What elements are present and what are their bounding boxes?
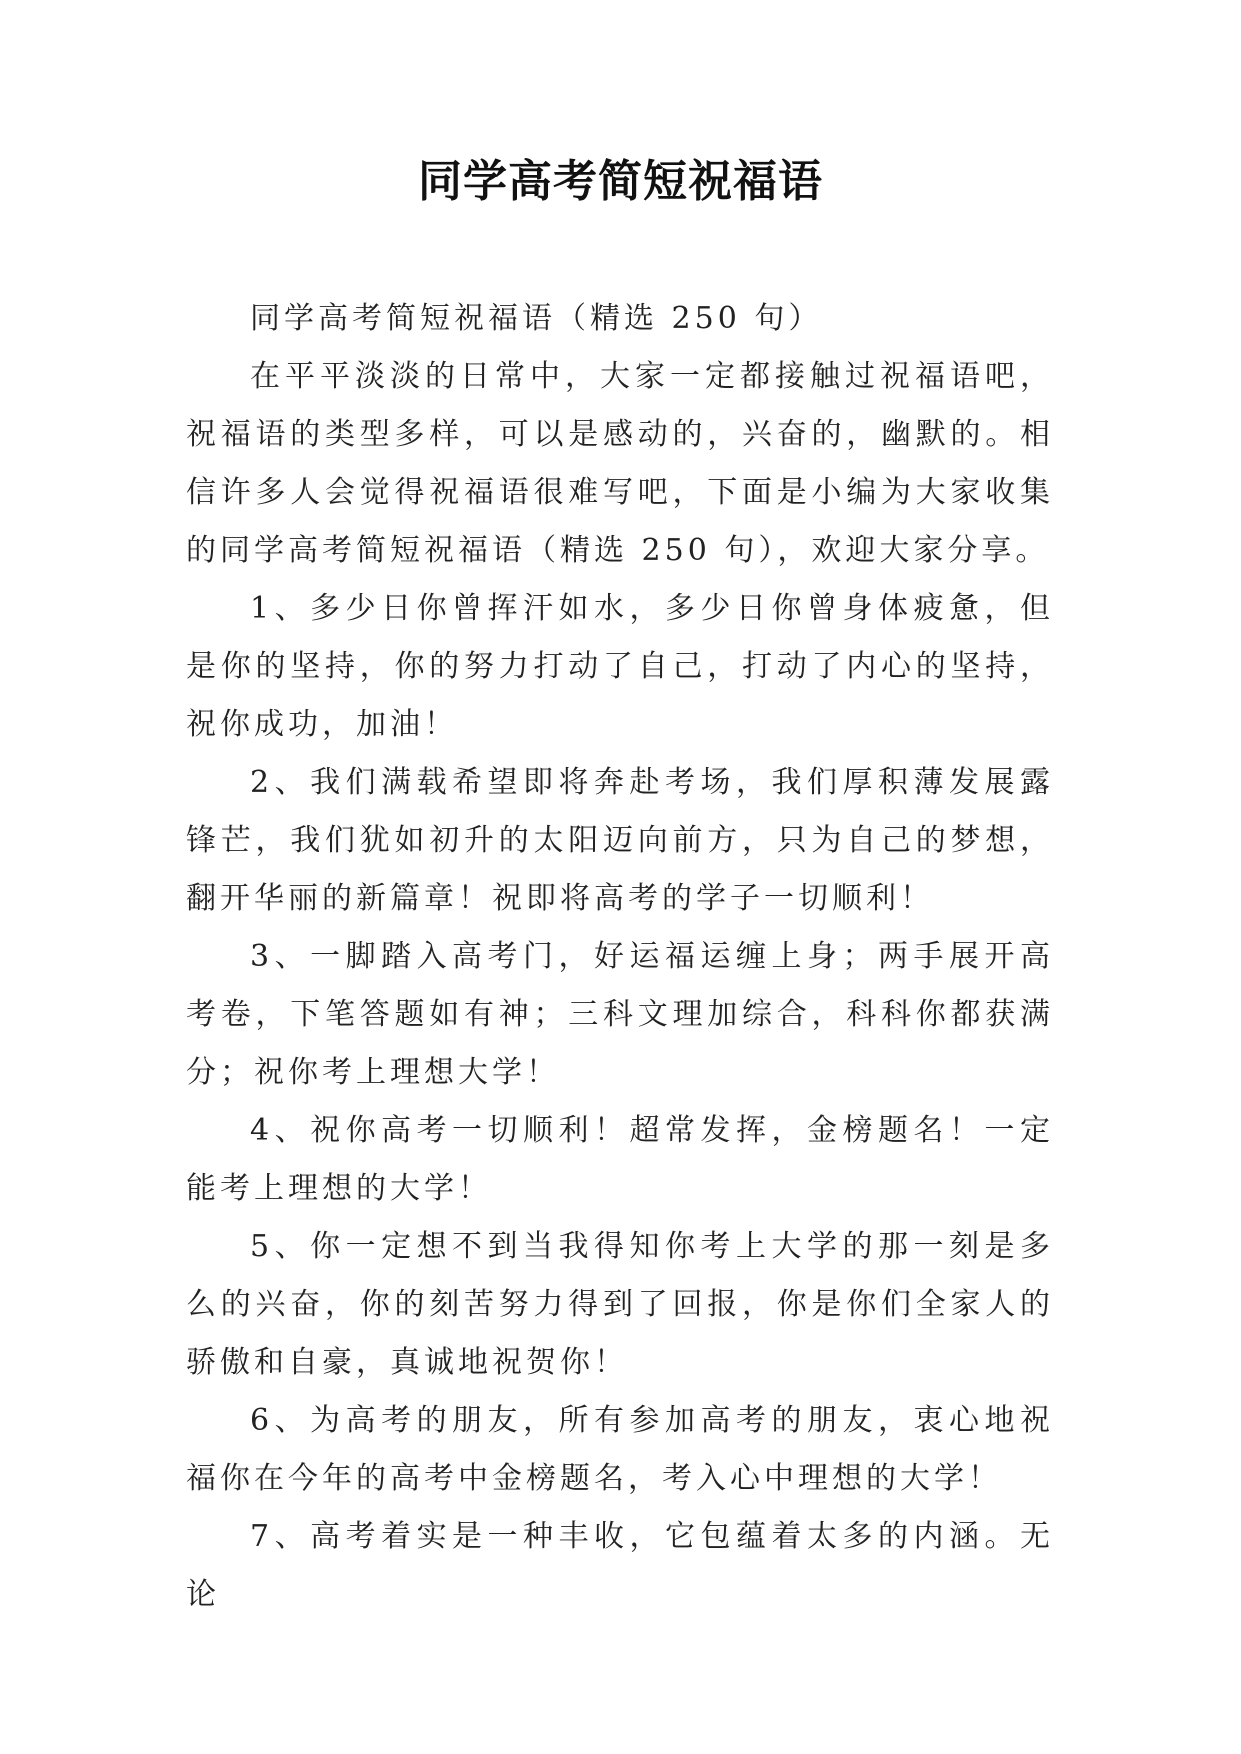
- blessing-item: 5、你一定想不到当我得知你考上大学的那一刻是多么的兴奋，你的刻苦努力得到了回报，你是你们全家人的骄傲和自豪，真诚地祝贺你！: [186, 1229, 1054, 1380]
- document-subtitle: 同学高考简短祝福语（精选 250 句）: [250, 301, 823, 336]
- blessing-item: 6、为高考的朋友，所有参加高考的朋友，衷心地祝福你在今年的高考中金榜题名，考入心中理想的大学！: [186, 1403, 1054, 1496]
- blessing-item: 3、一脚踏入高考门，好运福运缠上身；两手展开高考卷，下笔答题如有神；三科文理加综合，科科你都获满分；祝你考上理想大学！: [186, 939, 1054, 1090]
- intro-paragraph: 在平平淡淡的日常中，大家一定都接触过祝福语吧，祝福语的类型多样，可以是感动的，兴奋的，幽默的。相信许多人会觉得祝福语很难写吧，下面是小编为大家收集的同学高考简短祝福语（精选 250 句），欢迎大家分享。: [186, 359, 1054, 568]
- document-body: [186, 290, 1054, 1624]
- blessing-item: 7、高考着实是一种丰收，它包蕴着太多的内涵。无论: [186, 1519, 1054, 1612]
- document-title: 同学高考简短祝福语: [418, 156, 823, 207]
- blessing-item: 1、多少日你曾挥汗如水，多少日你曾身体疲惫，但是你的坚持，你的努力打动了自己，打动了内心的坚持，祝你成功，加油！: [186, 591, 1054, 742]
- blessing-item: 4、祝你高考一切顺利！超常发挥，金榜题名！一定能考上理想的大学！: [186, 1113, 1054, 1206]
- blessing-item: 2、我们满载希望即将奔赴考场，我们厚积薄发展露锋芒，我们犹如初升的太阳迈向前方，只为自己的梦想，翻开华丽的新篇章！祝即将高考的学子一切顺利！: [186, 765, 1054, 916]
